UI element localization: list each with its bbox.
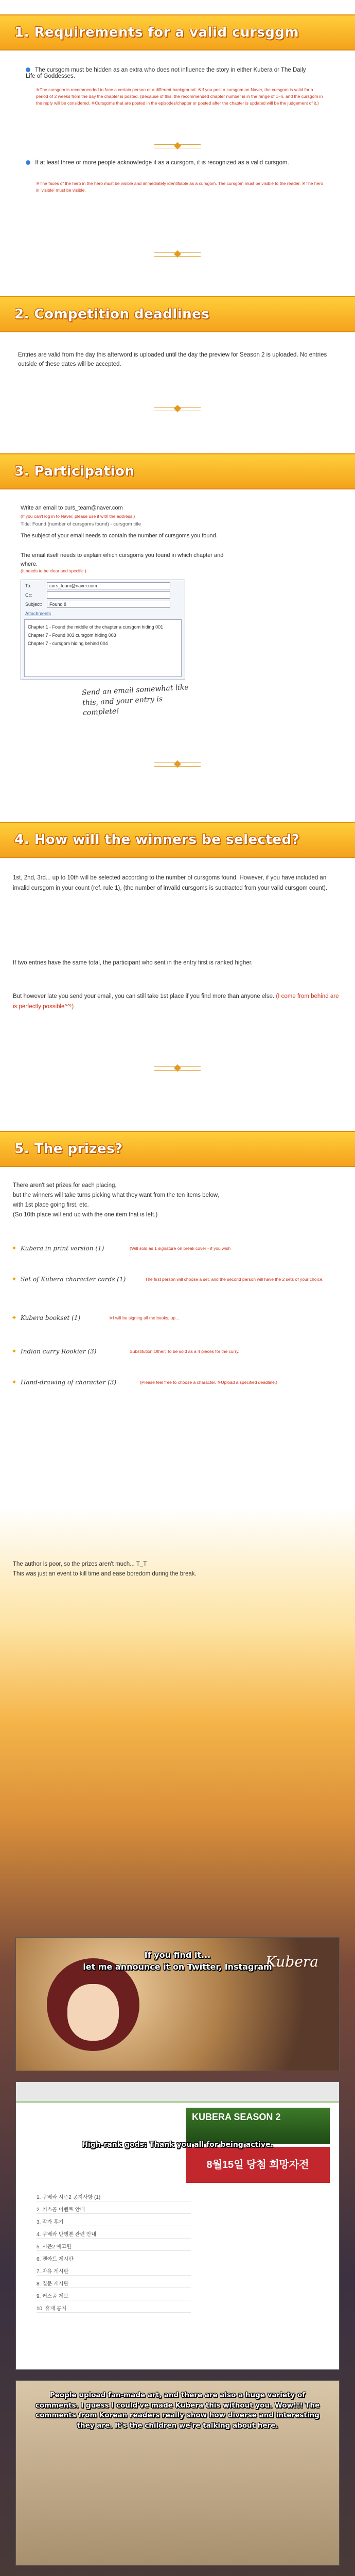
prize-note: The first person will choose a set, and the second person will have the 2 sets of your choice. [145, 1277, 324, 1282]
prize-label: Indian curry Rookier (3) [20, 1348, 97, 1355]
requirement-item-2 [26, 160, 314, 166]
requirement-2-text: If at least three or more people acknowledge it as a cursgom, it is recognized as a valid cursgom. [35, 160, 289, 166]
outro-line-2: This was just an event to kill time and ease boredom during the break. [13, 1571, 197, 1577]
sparkle-icon: ✦ [11, 1378, 17, 1386]
site-list-row[interactable]: 6. 팬아트 게시판 [37, 2252, 191, 2263]
winners-paragraph-3 [13, 992, 342, 1012]
winners-paragraph-2: If two entries have the same total, the participant who sent in the entry first is ranked higher. [13, 960, 253, 966]
prizes-intro-4: (So 10th place will end up with the one item that is left.) [13, 1212, 158, 1218]
sparkle-icon: ✦ [11, 1275, 17, 1283]
site-list-row[interactable]: 8. 질문 게시판 [37, 2277, 191, 2288]
prizes-intro-1: There aren't set prizes for each placing, [13, 1182, 117, 1189]
prize-label: Set of Kubera character cards (1) [20, 1276, 126, 1283]
prizes-title: 5. The prizes? [14, 1141, 123, 1157]
email-chapter-line: Chapter 7 - Found 003 cursgom hiding 003 [28, 633, 116, 638]
email-subject-field[interactable]: Found 8 [47, 601, 170, 608]
sparkle-icon: ✦ [11, 1244, 17, 1252]
participation-line-1: Write an email to curs_team@naver.com [21, 505, 123, 511]
email-attachments-label[interactable]: Attachments [25, 611, 51, 616]
deadlines-section [0, 340, 355, 443]
speech-bubble-4: People upload fan-made art, and there are also a huge variety of comments. I guess I could've made Kubera this without you. Wow!!! The comments from Korean readers really show how diverse and interesting they are. It's the children we're talking about here. [35, 2391, 320, 2430]
winners-section [0, 866, 355, 1123]
email-handwritten-note: Send an email somewhat like this, and your entry is complete! [81, 683, 189, 718]
site-list-row[interactable]: 7. 자유 게시판 [37, 2264, 191, 2276]
prize-note: (Please feel free to choose a character. ※Upload a specified deadline.) [140, 1380, 278, 1385]
requirement-1-text: The cursgom must be hidden as an extra who does not influence the story in either Kubera or The Daily Life of Goddesses. [26, 67, 306, 79]
site-list-row[interactable]: 3. 작가 후기 [37, 2215, 191, 2226]
participation-line-4: The email itself needs to explain which cursgoms you found in which chapter and where. [21, 552, 224, 567]
site-subtitle: 8월15일 당첨 희망자전 [206, 2159, 309, 2171]
prize-item [11, 1347, 240, 1355]
prize-item [11, 1275, 324, 1283]
requirements-title: 1. Requirements for a valid cursggm [14, 25, 299, 40]
site-subtitle-banner [186, 2147, 330, 2183]
prizes-intro-2: but the winners will take turns picking what they want from the ten items below, [13, 1192, 219, 1198]
divider-ornament [154, 144, 201, 148]
winners-paragraph-3-text: But however late you send your email, you can still take 1st place if you find more than anyone else. [13, 993, 275, 999]
requirement-item-1 [26, 67, 314, 79]
prize-label: Hand-drawing of character (3) [20, 1379, 117, 1386]
email-subject-label: Subject: [25, 602, 42, 607]
requirements-banner [0, 14, 355, 50]
divider-ornament [154, 407, 201, 411]
prize-note: (Will sold as 1 signature on break cover - if you wish [130, 1246, 231, 1251]
site-title-banner [186, 2108, 330, 2144]
prize-label: Kubera bookset (1) [20, 1314, 81, 1321]
winners-title: 4. How will the winners be selected? [14, 832, 300, 848]
email-compose-window [21, 580, 185, 680]
prize-item [11, 1314, 180, 1322]
prizes-intro-3: with 1st place going first, etc. [13, 1202, 89, 1208]
sparkle-icon: ✦ [11, 1314, 17, 1321]
requirements-section [0, 57, 355, 289]
outro-line-1: The author is poor, so the prizes aren't much... T_T [13, 1561, 147, 1567]
speech-bubble-2: let me announce it on Twitter, Instagram [83, 1962, 272, 1972]
kubera-logo: Kubera [265, 1953, 318, 1970]
participation-banner [0, 453, 355, 489]
prize-label: Kubera in print version (1) [20, 1245, 104, 1252]
participation-line-4-note: (It needs to be clear and specific.) [21, 568, 86, 573]
email-body[interactable] [24, 619, 182, 677]
winners-banner [0, 822, 355, 858]
winners-paragraph-3-red: (I come from behind are is perfectly possible^^!) [13, 993, 339, 1010]
participation-line-3: The subject of your email needs to contain the number of cursgoms you found. [21, 533, 218, 539]
character-face [67, 1984, 119, 2041]
site-header [16, 2082, 339, 2103]
deadlines-title: 2. Competition deadlines [14, 307, 210, 322]
participation-line-2: Title: Found (number of cursgoms found) - cursgom title [21, 521, 141, 527]
email-chapter-line: Chapter 7 - cursgom hiding behind 004 [28, 641, 108, 647]
outro-section [0, 1453, 355, 1721]
site-list-row[interactable]: 9. 커스곰 제보 [37, 2289, 191, 2300]
manga-strip [0, 1721, 355, 2576]
prize-note: ※I will be signing all the books, up... [109, 1315, 180, 1320]
prizes-banner [0, 1131, 355, 1167]
site-list-row[interactable]: 10. 휴재 공지 [37, 2301, 191, 2313]
site-list-row[interactable]: 2. 커스곰 이벤트 안내 [37, 2202, 191, 2214]
prize-item [11, 1378, 278, 1386]
prize-note: Substitution Other: To be sold as a 4 pieces for the curry. [130, 1349, 240, 1354]
deadlines-banner [0, 296, 355, 332]
speech-bubble-1: If you find it... [144, 1950, 211, 1960]
email-to-label: To: [25, 583, 32, 588]
speech-bubble-3: High-rank gods: Thank you all for being active. [82, 2141, 273, 2149]
email-cc-label: Cc: [25, 592, 32, 598]
email-cc-field[interactable] [47, 591, 170, 599]
deadlines-text: Entries are valid from the day this afterword is uploaded until the day the preview for Season 2 is uploaded. No entries outside of these dates will be accepted. [18, 352, 327, 368]
site-list-row[interactable]: 4. 쿠베라 단행본 관련 안내 [37, 2227, 191, 2239]
site-title: KUBERA SEASON 2 [192, 2112, 281, 2122]
prize-item [11, 1244, 231, 1252]
participation-title: 3. Participation [14, 464, 135, 479]
participation-section [0, 495, 355, 814]
email-chapter-line: Chapter 1 - Found the middle of the chapter a cursgom hiding 001 [28, 624, 164, 630]
website-screenshot-panel [15, 2081, 340, 2370]
bullet-icon [26, 67, 30, 72]
divider-ornament [154, 1066, 201, 1071]
site-list-row[interactable]: 5. 시즌2 예고편 [37, 2240, 191, 2251]
site-list-row[interactable]: 1. 쿠베라 시즌2 공지사항 (1) [37, 2190, 191, 2201]
requirement-2-note: ※The faces of the hero in the hero must be visible and immediately identifiable as a cursgom. The cursgom must be visible to the reader. ※The hero in 'visible' must be visible. [36, 181, 323, 193]
divider-ornament [154, 252, 201, 257]
email-to-field[interactable]: curs_team@naver.com [47, 582, 170, 589]
sparkle-icon: ✦ [11, 1347, 17, 1355]
requirement-1-note: ※The cursgom is recommended to face a certain person or a different background. ※If you post a cursgom on Naver, the cursgom is valid for a period of 2 weeks from the day the chapter is posted. (Because of this, the recommended chapter number is in the range of 1~n, and the cursgom in the reply will be considered. ※Cursgoms that are posted in the episodes/chapter or posted after the chapter is updated will be the judgement of it.) [36, 87, 323, 106]
divider-ornament [154, 762, 201, 767]
winners-paragraph-1: 1st, 2nd, 3rd... up to 10th will be selected according to the number of cursgoms found. However, if you have included an invalid cursgom in your count (ref. rule 1), (the number of invalid cursgoms is subtracted from your valid cursgom count). [13, 875, 328, 891]
participation-line-1-note: (If you can't log in to Naver, please use it with the address.) [21, 514, 135, 519]
bullet-icon [26, 160, 30, 165]
